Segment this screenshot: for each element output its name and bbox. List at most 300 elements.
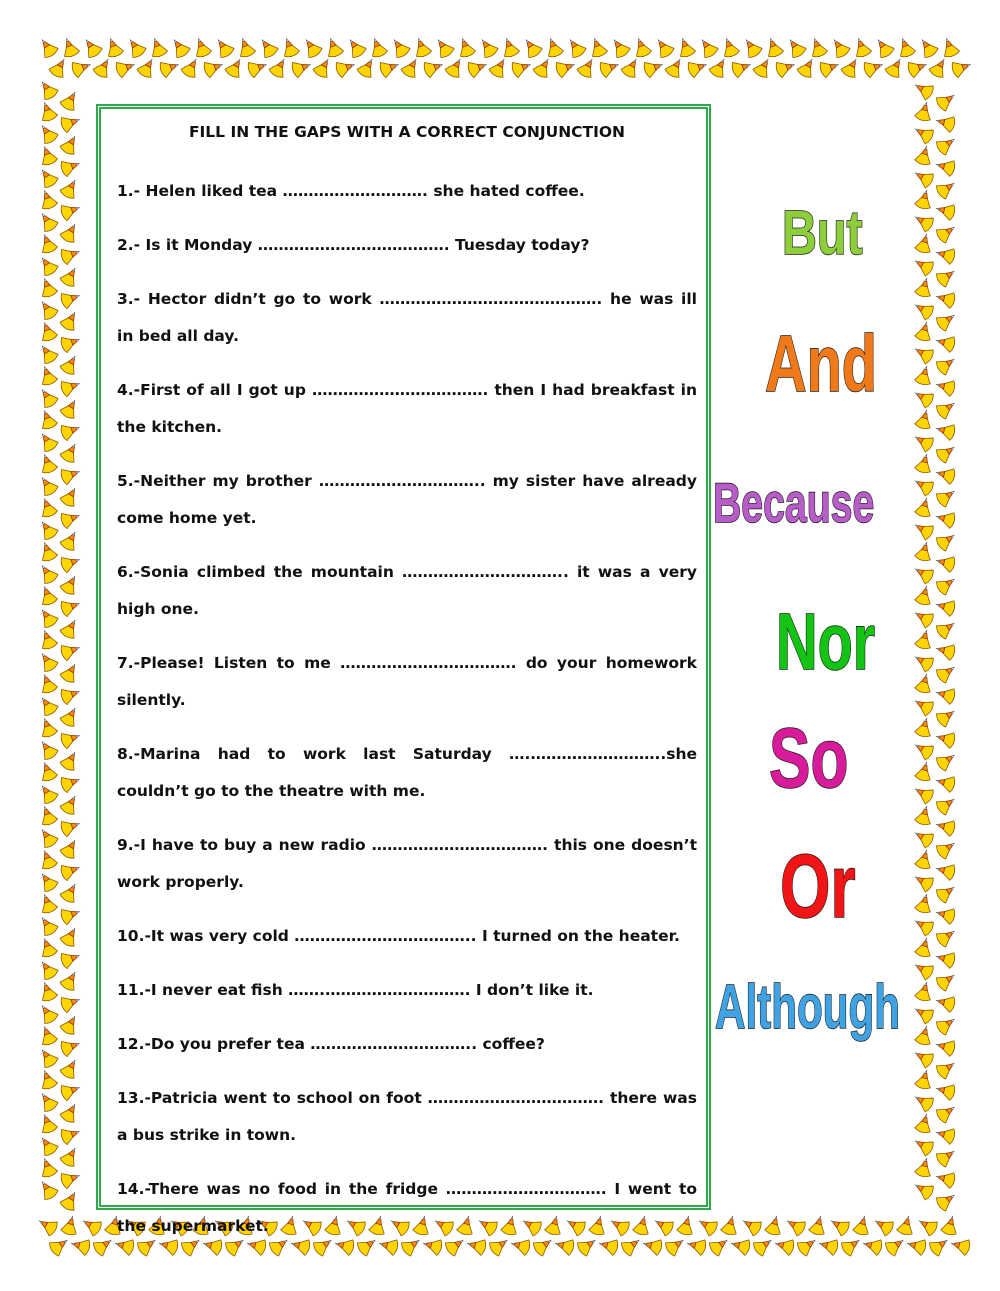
candy-corn-icon: [914, 188, 934, 210]
candy-corn-icon: [934, 705, 958, 729]
candy-corn-icon: [914, 760, 934, 782]
candy-corn-icon: [911, 738, 935, 761]
candy-corn-icon: [934, 201, 956, 221]
candy-corn-icon: [59, 200, 82, 221]
candy-corn-icon: [554, 57, 577, 78]
candy-corn-icon: [147, 36, 168, 59]
candy-corn-icon: [827, 1214, 851, 1237]
candy-corn-icon: [911, 386, 935, 409]
candy-corn-icon: [934, 925, 958, 949]
candy-corn-icon: [37, 1068, 58, 1091]
candy-corn-icon: [939, 36, 960, 59]
candy-corn-icon: [37, 760, 58, 783]
candy-corn-icon: [914, 892, 934, 914]
word-bank-so: So: [769, 711, 849, 805]
word-bank-but: But: [782, 199, 863, 268]
candy-corn-icon: [59, 816, 82, 837]
candy-corn-icon: [934, 553, 956, 573]
candy-corn-icon: [914, 364, 934, 386]
candy-corn-icon: [124, 35, 148, 59]
candy-corn-icon: [914, 584, 934, 606]
candy-corn-icon: [934, 265, 958, 289]
candy-corn-icon: [934, 837, 958, 861]
candy-corn-icon: [36, 253, 60, 277]
candy-corn-icon: [934, 89, 958, 113]
candy-corn-icon: [37, 584, 58, 607]
candy-corn-icon: [59, 1188, 82, 1212]
candy-corn-icon: [911, 606, 935, 629]
candy-corn-icon: [914, 100, 934, 122]
candy-corn-icon: [510, 57, 533, 78]
candy-corn-icon: [914, 1068, 934, 1090]
candy-corn-icon: [914, 144, 934, 166]
question-item: 6.-Sonia climbed the mountain ………………………….. it was a very high one.: [117, 563, 697, 618]
candy-corn-icon: [861, 1236, 883, 1256]
question-item: 5.-Neither my brother ………………………….. my sister have already come home yet.: [117, 472, 697, 527]
candy-corn-icon: [59, 684, 82, 705]
candy-corn-icon: [719, 36, 740, 59]
candy-corn-icon: [48, 55, 71, 79]
candy-corn-icon: [59, 616, 82, 640]
candy-corn-icon: [60, 1214, 80, 1236]
candy-corn-icon: [36, 1133, 60, 1157]
candy-corn-icon: [37, 188, 58, 211]
candy-corn-icon: [911, 1046, 935, 1069]
candy-corn-icon: [37, 804, 58, 827]
candy-corn-icon: [949, 1236, 971, 1256]
candy-corn-icon: [388, 35, 412, 59]
candy-corn-icon: [37, 452, 58, 475]
candy-corn-icon: [411, 36, 432, 59]
candy-corn-icon: [884, 55, 907, 79]
candy-corn-icon: [36, 385, 60, 409]
candy-corn-icon: [911, 430, 935, 453]
candy-corn-icon: [59, 1036, 82, 1057]
candy-corn-icon: [911, 1178, 935, 1201]
candy-corn-icon: [911, 694, 935, 717]
candy-corn-icon: [37, 848, 58, 871]
candy-corn-icon: [290, 57, 313, 78]
candy-corn-icon: [59, 332, 82, 353]
candy-corn-icon: [268, 55, 291, 79]
worksheet-panel: [96, 104, 711, 1235]
candy-corn-icon: [911, 826, 935, 849]
candy-corn-icon: [36, 561, 60, 585]
candy-corn-icon: [59, 1144, 82, 1168]
candy-corn-icon: [934, 529, 958, 553]
candy-corn-icon: [367, 36, 388, 59]
candy-corn-icon: [934, 1101, 958, 1125]
candy-corn-icon: [911, 518, 935, 541]
candy-corn-icon: [59, 748, 82, 772]
candy-corn-icon: [36, 1001, 60, 1025]
candy-corn-icon: [914, 672, 934, 694]
candy-corn-icon: [642, 57, 665, 78]
candy-corn-icon: [934, 1125, 956, 1145]
candy-corn-icon: [69, 1236, 91, 1256]
candy-corn-icon: [37, 1156, 58, 1179]
candy-corn-icon: [59, 308, 82, 332]
candy-corn-icon: [895, 36, 916, 59]
candy-corn-icon: [934, 661, 958, 685]
candy-corn-icon: [59, 1056, 82, 1080]
candy-corn-icon: [934, 729, 956, 749]
candy-corn-icon: [36, 209, 60, 233]
question-item: 9.-I have to buy a new radio ……………………………. this one doesn’t work properly.: [117, 836, 697, 891]
candy-corn-icon: [934, 465, 956, 485]
candy-corn-icon: [852, 1214, 872, 1236]
candy-corn-icon: [914, 1156, 934, 1178]
candy-corn-icon: [59, 836, 82, 860]
candy-corn-icon: [256, 35, 280, 59]
candy-corn-icon: [934, 793, 958, 817]
candy-corn-icon: [664, 55, 687, 79]
question-item: 8.-Marina had to work last Saturday ….……………………..she couldn’t go to the theatre with me.: [117, 745, 697, 800]
candy-corn-icon: [914, 936, 934, 958]
candy-corn-icon: [422, 57, 445, 78]
candy-corn-icon: [37, 540, 58, 563]
candy-corn-icon: [818, 57, 841, 78]
candy-corn-icon: [934, 1057, 958, 1081]
candy-corn-icon: [36, 649, 60, 673]
candy-corn-icon: [914, 848, 934, 870]
candy-corn-icon: [59, 640, 82, 661]
candy-corn-icon: [37, 408, 58, 431]
candy-corn-icon: [911, 1134, 935, 1157]
candy-corn-icon: [872, 35, 896, 59]
candy-corn-icon: [37, 628, 58, 651]
candy-corn-icon: [36, 77, 60, 101]
candy-corn-icon: [532, 55, 555, 79]
candy-corn-icon: [840, 55, 863, 79]
candy-corn-icon: [934, 817, 956, 837]
candy-corn-icon: [795, 1234, 819, 1258]
candy-corn-icon: [695, 1214, 719, 1237]
candy-corn-icon: [740, 35, 764, 59]
candy-corn-icon: [916, 35, 940, 59]
candy-corn-icon: [79, 1214, 103, 1237]
question-item: 2.- Is it Monday ………………………………. Tuesday today?: [117, 236, 590, 254]
word-bank-although: Although: [715, 973, 900, 1042]
candy-corn-icon: [59, 704, 82, 728]
candy-corn-icon: [36, 957, 60, 981]
candy-corn-icon: [59, 376, 82, 397]
question-item: 11.-I never eat fish …….………………………. I don’t like it.: [117, 981, 594, 999]
candy-corn-icon: [37, 892, 58, 915]
candy-corn-icon: [576, 55, 599, 79]
candy-corn-icon: [59, 440, 82, 464]
candy-corn-icon: [323, 36, 344, 59]
candy-corn-icon: [911, 782, 935, 805]
candy-corn-icon: [91, 1234, 115, 1258]
candy-corn-icon: [934, 617, 958, 641]
candy-corn-icon: [59, 176, 82, 200]
candy-corn-icon: [934, 1081, 956, 1101]
candy-corn-icon: [36, 341, 60, 365]
candy-corn-icon: [37, 276, 58, 299]
candy-corn-icon: [911, 122, 935, 145]
candy-corn-icon: [739, 1214, 763, 1237]
candy-corn-icon: [934, 881, 958, 905]
candy-corn-icon: [774, 57, 797, 78]
candy-corn-icon: [36, 1089, 60, 1113]
candy-corn-icon: [934, 133, 958, 157]
candy-corn-icon: [934, 485, 958, 509]
candy-corn-icon: [751, 1234, 775, 1258]
candy-corn-icon: [488, 55, 511, 79]
candy-corn-icon: [729, 1236, 751, 1256]
candy-corn-icon: [246, 57, 269, 78]
candy-corn-icon: [36, 1177, 60, 1201]
candy-corn-icon: [356, 55, 379, 79]
candy-corn-icon: [914, 540, 934, 562]
candy-corn-icon: [344, 35, 368, 59]
candy-corn-icon: [914, 716, 934, 738]
candy-corn-icon: [37, 100, 58, 123]
candy-corn-icon: [934, 773, 956, 793]
candy-corn-icon: [59, 904, 82, 925]
candy-corn-icon: [36, 869, 60, 893]
candy-corn-icon: [37, 980, 58, 1003]
question-item: 13.-Patricia went to school on foot ……………………………. there was a bus strike in town.: [117, 1089, 697, 1144]
candy-corn-icon: [911, 870, 935, 893]
candy-corn-icon: [911, 342, 935, 365]
candy-corn-icon: [871, 1214, 895, 1237]
candy-corn-icon: [36, 693, 60, 717]
word-bank-and: And: [765, 319, 877, 408]
candy-corn-icon: [543, 36, 564, 59]
candy-corn-icon: [862, 57, 885, 78]
candy-corn-icon: [928, 55, 951, 79]
candy-corn-icon: [934, 353, 958, 377]
candy-corn-icon: [934, 377, 956, 397]
candy-corn-icon: [36, 781, 60, 805]
question-item: 10.-It was very cold …………………………….. I turned on the heater.: [117, 927, 680, 945]
candy-corn-icon: [36, 605, 60, 629]
candy-corn-icon: [70, 57, 93, 78]
candy-corn-icon: [730, 57, 753, 78]
candy-corn-icon: [59, 288, 82, 309]
candy-corn-icon: [59, 880, 82, 904]
candy-corn-icon: [934, 221, 958, 245]
candy-corn-icon: [934, 969, 958, 993]
candy-corn-icon: [914, 276, 934, 298]
candy-corn-icon: [950, 57, 973, 78]
candy-corn-icon: [807, 36, 828, 59]
candy-corn-icon: [59, 352, 82, 376]
candy-corn-icon: [620, 55, 643, 79]
candy-corn-icon: [59, 420, 82, 441]
candy-corn-icon: [839, 1234, 863, 1258]
question-item: 7.-Please! Listen to me ……………………………. do your homework silently.: [117, 654, 697, 709]
candy-corn-icon: [696, 35, 720, 59]
candy-corn-icon: [37, 1112, 58, 1135]
candy-corn-icon: [934, 905, 956, 925]
candy-corn-icon: [212, 35, 236, 59]
candy-corn-icon: [752, 55, 775, 79]
candy-corn-icon: [59, 88, 82, 112]
candy-corn-icon: [934, 441, 958, 465]
candy-corn-icon: [36, 297, 60, 321]
candy-corn-icon: [911, 650, 935, 673]
candy-corn-icon: [915, 1214, 939, 1237]
candy-corn-icon: [934, 993, 956, 1013]
candy-corn-icon: [934, 1145, 958, 1169]
candy-corn-icon: [37, 672, 58, 695]
candy-corn-icon: [828, 35, 852, 59]
candy-corn-icon: [911, 914, 935, 937]
candy-corn-icon: [934, 949, 956, 969]
candy-corn-icon: [36, 121, 60, 145]
candy-corn-icon: [37, 232, 58, 255]
candy-corn-icon: [400, 55, 423, 79]
candy-corn-icon: [914, 408, 934, 430]
candy-corn-icon: [59, 1080, 82, 1101]
candy-corn-icon: [37, 364, 58, 387]
candy-corn-icon: [631, 36, 652, 59]
word-bank-or: Or: [780, 837, 856, 937]
candy-corn-icon: [36, 517, 60, 541]
candy-corn-icon: [914, 1112, 934, 1134]
candy-corn-icon: [432, 35, 456, 59]
candy-corn-icon: [934, 333, 956, 353]
candy-corn-icon: [675, 36, 696, 59]
candy-corn-icon: [36, 913, 60, 937]
candy-corn-icon: [36, 429, 60, 453]
candy-corn-icon: [817, 1236, 839, 1256]
candy-corn-icon: [934, 641, 956, 661]
candy-corn-icon: [191, 36, 212, 59]
candy-corn-icon: [114, 57, 137, 78]
candy-corn-icon: [934, 509, 956, 529]
candy-corn-icon: [59, 484, 82, 508]
candy-corn-icon: [911, 562, 935, 585]
candy-corn-icon: [934, 1169, 956, 1189]
candy-corn-icon: [47, 1234, 71, 1258]
candy-corn-icon: [587, 36, 608, 59]
candy-corn-icon: [36, 1045, 60, 1069]
candy-corn-icon: [927, 1234, 951, 1258]
candy-corn-icon: [59, 156, 82, 177]
word-bank-because: Because: [713, 471, 875, 534]
worksheet-title: FILL IN THE GAPS WITH A CORRECT CONJUNCTION: [188, 123, 626, 141]
candy-corn-icon: [914, 628, 934, 650]
candy-corn-icon: [312, 55, 335, 79]
candy-corn-icon: [59, 464, 82, 485]
candy-corn-icon: [334, 57, 357, 78]
candy-corn-icon: [466, 57, 489, 78]
candy-corn-icon: [564, 35, 588, 59]
candy-corn-icon: [59, 36, 80, 59]
candy-corn-icon: [35, 1214, 59, 1237]
candy-corn-icon: [934, 685, 956, 705]
candy-corn-icon: [686, 57, 709, 78]
candy-corn-icon: [92, 55, 115, 79]
candy-corn-icon: [59, 924, 82, 948]
candy-corn-icon: [763, 36, 784, 59]
candy-corn-icon: [911, 254, 935, 277]
candy-corn-icon: [80, 35, 104, 59]
candy-corn-icon: [934, 113, 956, 133]
candy-corn-icon: [36, 737, 60, 761]
candy-corn-icon: [235, 36, 256, 59]
candy-corn-icon: [59, 728, 82, 749]
candy-corn-icon: [851, 36, 872, 59]
candy-corn-icon: [934, 749, 958, 773]
candy-corn-icon: [883, 1234, 907, 1258]
candy-corn-icon: [934, 397, 958, 421]
candy-corn-icon: [37, 1024, 58, 1047]
candy-corn-icon: [59, 860, 82, 881]
candy-corn-icon: [59, 112, 82, 133]
candy-corn-icon: [36, 825, 60, 849]
candy-corn-icon: [934, 309, 958, 333]
candy-corn-icon: [36, 165, 60, 189]
candy-corn-icon: [911, 474, 935, 497]
candy-corn-icon: [914, 496, 934, 518]
candy-corn-icon: [914, 804, 934, 826]
candy-corn-icon: [783, 1214, 807, 1237]
candy-corn-icon: [911, 298, 935, 321]
candy-corn-icon: [911, 78, 935, 101]
candy-corn-icon: [911, 1090, 935, 1113]
candy-corn-icon: [36, 35, 60, 59]
candy-corn-icon: [914, 452, 934, 474]
candy-corn-icon: [708, 55, 731, 79]
candy-corn-icon: [279, 36, 300, 59]
candy-corn-icon: [59, 1124, 82, 1145]
candy-corn-icon: [158, 57, 181, 78]
candy-corn-icon: [59, 1100, 82, 1124]
candy-corn-icon: [796, 55, 819, 79]
candy-corn-icon: [59, 244, 82, 265]
candy-corn-icon: [59, 264, 82, 288]
candy-corn-icon: [499, 36, 520, 59]
candy-corn-icon: [707, 1234, 731, 1258]
candy-corn-icon: [59, 528, 82, 552]
question-list: [117, 173, 697, 1262]
candy-corn-icon: [455, 36, 476, 59]
candy-corn-icon: [934, 861, 956, 881]
candy-corn-icon: [911, 166, 935, 189]
candy-corn-icon: [905, 1236, 927, 1256]
candy-corn-icon: [378, 57, 401, 78]
candy-corn-icon: [934, 289, 956, 309]
candy-corn-icon: [59, 1012, 82, 1036]
candy-corn-icon: [934, 1013, 958, 1037]
candy-corn-icon: [59, 660, 82, 684]
question-item: 3.- Hector didn’t go to work ……………………………………. he was ill in bed all day.: [117, 290, 697, 345]
candy-corn-icon: [934, 597, 956, 617]
candy-corn-icon: [914, 320, 934, 342]
candy-corn-icon: [896, 1214, 916, 1236]
candy-corn-icon: [168, 35, 192, 59]
question-item: 1.- Helen liked tea ………………………. she hated coffee.: [117, 182, 585, 200]
candy-corn-icon: [36, 473, 60, 497]
candy-corn-icon: [934, 157, 956, 177]
question-item: 12.-Do you prefer tea ………………………….. coffee?: [117, 1035, 545, 1053]
candy-corn-icon: [808, 1214, 828, 1236]
candy-corn-icon: [59, 552, 82, 573]
candy-corn-icon: [59, 572, 82, 596]
candy-corn-icon: [59, 508, 82, 529]
candy-corn-icon: [59, 772, 82, 793]
question-item: 14.-There was no food in the fridge …………………………. I went to the supermarket.: [117, 1180, 697, 1235]
candy-corn-icon: [934, 573, 958, 597]
candy-corn-icon: [59, 396, 82, 420]
candy-corn-icon: [940, 1214, 960, 1236]
candy-corn-icon: [37, 144, 58, 167]
